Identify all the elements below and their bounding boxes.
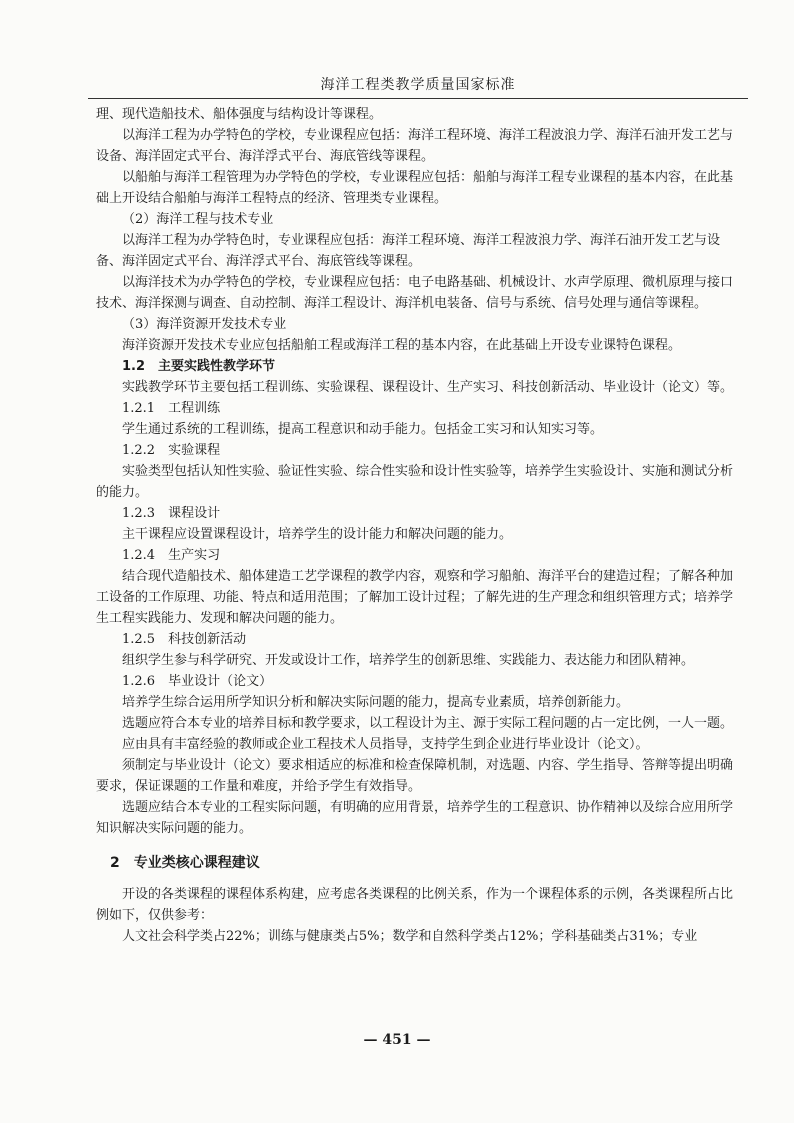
body-paragraph: 主干课程应设置课程设计，培养学生的设计能力和解决问题的能力。 [122,527,513,542]
body-paragraph: 开设的各类课程的课程体系构建，应考虑各类课程的比例关系，作为一个课程体系的示例，各类课程所占比例如下，仅供参考： [96,887,734,923]
subsection-heading-1-2-2: 1.2.2 实验课程 [122,443,221,458]
page-header-title: 海洋工程类教学质量国家标准 [320,77,516,93]
body-paragraph: 选题应符合本专业的培养目标和教学要求，以工程设计为主、源于实际工程问题的占一定比例，一人一题。 [122,716,734,731]
body-paragraph: 须制定与毕业设计（论文）要求相适应的标准和检查保障机制，对选题、内容、学生指导、答辩等提出明确要求，保证课题的工作量和难度，并给予学生有效指导。 [96,758,734,794]
body-paragraph: 以海洋工程为办学特色的学校，专业课程应包括：海洋工程环境、海洋工程波浪力学、海洋石油开发工艺与设备、海洋固定式平台、海洋浮式平台、海底管线等课程。 [96,128,734,164]
subsection-heading-1-2-5: 1.2.5 科技创新活动 [122,632,247,647]
body-paragraph: 学生通过系统的工程训练，提高工程意识和动手能力。包括金工实习和认知实习等。 [122,422,604,437]
page-body [96,104,740,947]
body-paragraph: 人文社会科学类占22%；训练与健康类占5%；数学和自然科学类占12%；学科基础类占31%；专业 [122,929,698,944]
subsection-heading-1-2-3: 1.2.3 课程设计 [122,506,221,521]
body-paragraph: 以海洋技术为办学特色的学校，专业课程应包括：电子电路基础、机械设计、水声学原理、微机原理与接口技术、海洋探测与调查、自动控制、海洋工程设计、海洋机电装备、信号与系统、信号处理与通信等课程。 [96,275,734,311]
page-number: — 451 — [363,1032,431,1048]
subsection-heading-1-2-4: 1.2.4 生产实习 [122,548,221,563]
body-paragraph: 实践教学环节主要包括工程训练、实验课程、课程设计、生产实习、科技创新活动、毕业设计（论文）等。 [122,380,734,395]
body-paragraph: 以海洋工程为办学特色时，专业课程应包括：海洋工程环境、海洋工程波浪力学、海洋石油开发工艺与设备、海洋固定式平台、海洋浮式平台、海底管线等课程。 [96,233,721,269]
subsection-heading-1-2-1: 1.2.1 工程训练 [122,401,221,416]
body-paragraph: 实验类型包括认知性实验、验证性实验、综合性实验和设计性实验等，培养学生实验设计、实施和测试分析的能力。 [96,464,734,500]
body-paragraph: 海洋资源开发技术专业应包括船舶工程或海洋工程的基本内容，在此基础上开设专业课特色课程。 [122,338,682,353]
subheading-ocean-engineering-tech: （2）海洋工程与技术专业 [122,212,274,227]
body-paragraph: 组织学生参与科学研究、开发或设计工作，培养学生的创新思维、实践能力、表达能力和团队精神。 [122,653,695,668]
section-heading-2: 2 专业类核心课程建议 [110,855,260,871]
body-paragraph: 结合现代造船技术、船体建造工艺学课程的教学内容，观察和学习船舶、海洋平台的建造过程；了解各种加工设备的工作原理、功能、特点和适用范围；了解加工设计过程；了解先进的生产理念和组织管理方式；培养学生工程实践能力、发现和解决问题的能力。 [96,569,734,626]
body-paragraph: 理、现代造船技术、船体强度与结构设计等课程。 [96,107,383,122]
body-paragraph: 应由具有丰富经验的教师或企业工程技术人员指导，支持学生到企业进行毕业设计（论文）。 [122,737,649,752]
body-paragraph: 培养学生综合运用所学知识分析和解决实际问题的能力，提高专业素质，培养创新能力。 [122,695,630,710]
subsection-heading-1-2-6: 1.2.6 毕业设计（论文） [122,674,273,689]
body-paragraph: 选题应结合本专业的工程实际问题，有明确的应用背景，培养学生的工程意识、协作精神以及综合应用所学知识解决实际问题的能力。 [96,800,734,836]
subheading-ocean-resource-dev: （3）海洋资源开发技术专业 [122,317,287,332]
body-paragraph: 以船舶与海洋工程管理为办学特色的学校，专业课程应包括：船舶与海洋工程专业课程的基本内容，在此基础上开设结合船舶与海洋工程特点的经济、管理类专业课程。 [96,170,734,206]
header-rule [88,98,748,99]
section-heading-1-2: 1.2 主要实践性教学环节 [122,359,276,374]
